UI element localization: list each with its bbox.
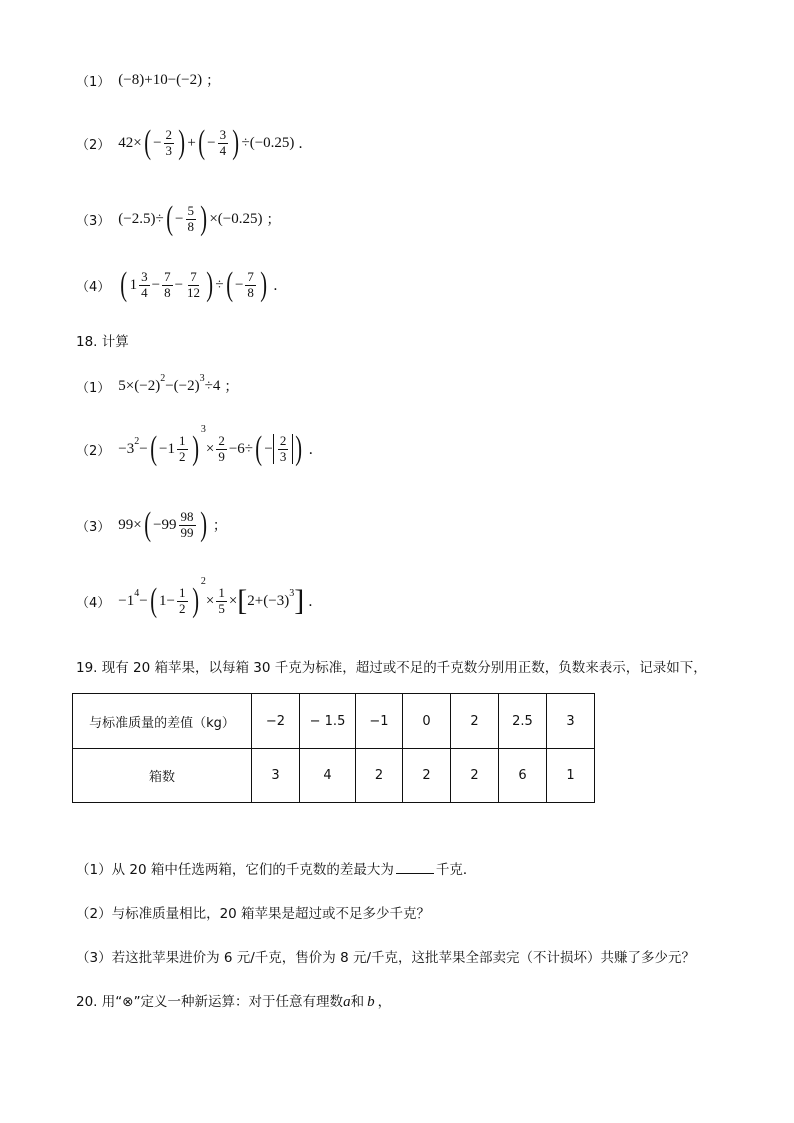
table-cell: 3: [252, 749, 300, 803]
apple-weight-table: [72, 693, 595, 803]
table-cell: 3: [547, 694, 595, 749]
q18-title: 18. 计算: [76, 334, 129, 350]
p17-item-1: （1） (−8)+10−(−2) ；: [76, 71, 221, 90]
table-header-cell: 与标准质量的差值（kg）: [73, 694, 252, 749]
p17-item-4: （4） ( 1 $\frac{3}{4}$ − $\frac{7}{8}$ − $\frac{7}{12}$ ) ÷ ( − $\frac{7}{8}$ ) ．: [76, 266, 288, 303]
q18-item-4: （4） −1 4 − ( 1− $\frac{1}{2}$ ) 2 × $\frac{1}{5}$ × [ 2+(−3) 3 ] ．: [76, 575, 323, 619]
table-row: [73, 749, 595, 803]
p17-item-2: （2） 42× ( − $\frac{2}{3}$ ) + ( − $\frac{3}{4}$ ) ÷(−0.25) ．: [76, 124, 313, 161]
q18-item-1: （1） 5×(−2) 2 −(−2) 3 ÷4 ；: [76, 372, 239, 396]
table-cell: 2: [356, 749, 403, 803]
table-cell: 6: [499, 749, 547, 803]
table-cell: 2: [451, 749, 499, 803]
q18-item-1-expression: 5×(−2) 2 −(−2) 3 ÷4: [118, 372, 221, 394]
q19-subquestion-3: （3）若这批苹果进价为 6 元/千克，售价为 8 元/千克，这批苹果全部卖完（不计损坏）共赚了多少元？: [76, 950, 696, 966]
q19-subquestion-2: （2）与标准质量相比，20 箱苹果是超过或不足多少千克？: [76, 906, 431, 922]
q18-item-2-expression: −3 2 − ( −1 $\frac{1}{2}$ ) 3 × $\frac{2}{9}$ −6÷ ( − $\frac{2}{3}$ ): [118, 423, 303, 467]
table-cell: −1: [356, 694, 403, 749]
p17-item-2-expression: 42× ( − $\frac{2}{3}$ ) + ( − $\frac{3}{4}$ ) ÷(−0.25): [118, 124, 295, 161]
p17-item-3-expression: (−2.5)÷ ( − $\frac{5}{8}$ ) ×(−0.25): [118, 200, 263, 237]
q20-text: 20. 用“⊗”定义一种新运算：对于任意有理数a和 b ，: [76, 994, 392, 1010]
table-header-cell: 箱数: [73, 749, 252, 803]
table-cell: 2: [403, 749, 451, 803]
q18-item-3-expression: 99× ( −99 $\frac{98}{99}$ ): [118, 506, 207, 543]
q18-item-2: （2） −3 2 − ( −1 $\frac{1}{2}$ ) 3 × $\frac{2}{9}$ −6÷ ( − $\frac{2}{3}$ ) ．: [76, 423, 323, 467]
p17-item-3: （3） (−2.5)÷ ( − $\frac{5}{8}$ ) ×(−0.25) ；: [76, 200, 281, 237]
table-cell: −2: [252, 694, 300, 749]
p17-item-1-expression: (−8)+10−(−2): [118, 71, 203, 88]
table-cell: 4: [300, 749, 356, 803]
table-cell: − 1.5: [300, 694, 356, 749]
p17-item-4-expression: ( 1 $\frac{3}{4}$ − $\frac{7}{8}$ − $\frac{7}{12}$ ) ÷ ( − $\frac{7}{8}$ ): [120, 266, 267, 303]
answer-blank[interactable]: [396, 861, 434, 874]
q19-text: 19. 现有 20 箱苹果，以每箱 30 千克为标准，超过或不足的千克数分别用正数，负数来表示，记录如下，: [76, 660, 707, 676]
q19-subquestion-1: （1）从 20 箱中任选两箱，它们的千克数的差最大为 千克．: [76, 862, 477, 878]
table-cell: 1: [547, 749, 595, 803]
table-cell: 2: [451, 694, 499, 749]
table-cell: 0: [403, 694, 451, 749]
table-row: [73, 694, 595, 749]
q18-item-4-expression: −1 4 − ( 1− $\frac{1}{2}$ ) 2 × $\frac{1}{5}$ × [ 2+(−3) 3 ]: [118, 575, 305, 619]
q18-item-3: （3） 99× ( −99 $\frac{98}{99}$ ) ；: [76, 506, 227, 543]
table-cell: 2.5: [499, 694, 547, 749]
